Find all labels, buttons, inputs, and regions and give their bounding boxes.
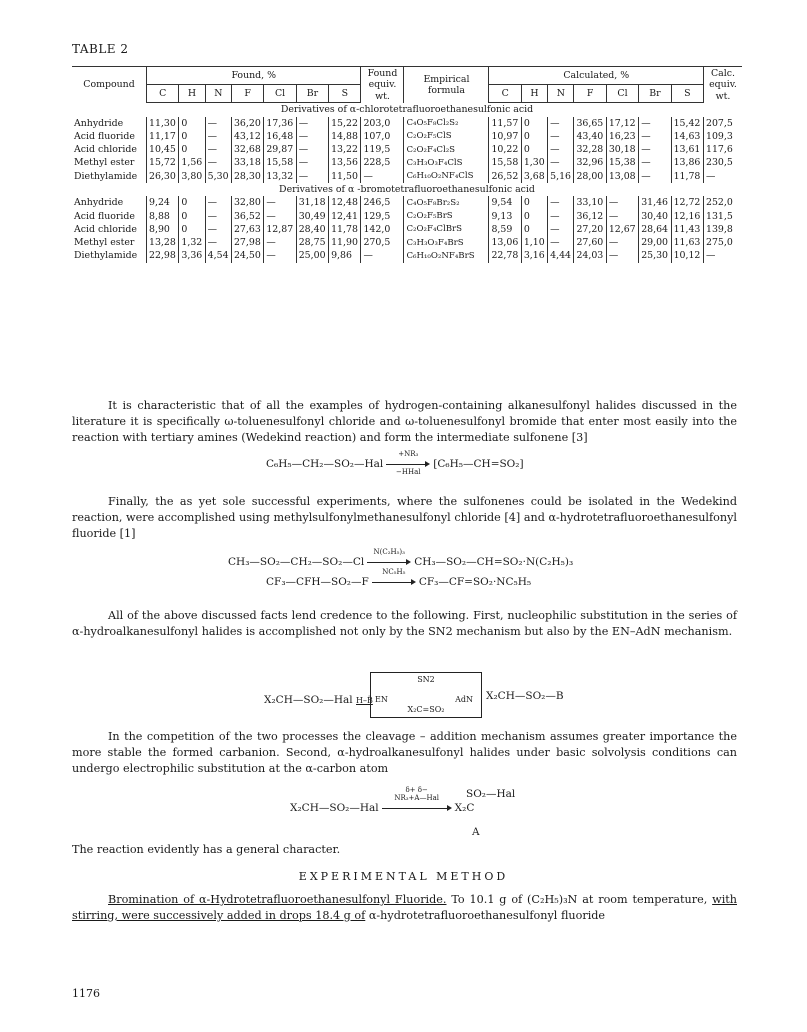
calc-value: — bbox=[606, 236, 638, 249]
found-value: 3,80 bbox=[179, 170, 205, 183]
calc-value: 8,59 bbox=[489, 223, 521, 236]
found-value: 15,72 bbox=[147, 156, 179, 169]
found-value: 32,80 bbox=[231, 196, 263, 209]
calc-value: 24,03 bbox=[574, 249, 606, 262]
col-compound: Compound bbox=[72, 67, 147, 103]
formula-value: C₂O₂F₅ClS bbox=[404, 130, 489, 143]
found-value: 27,98 bbox=[231, 236, 263, 249]
calc-value: 0 bbox=[521, 210, 547, 223]
calc-value: 32,96 bbox=[574, 156, 606, 169]
calc-value: 13,06 bbox=[489, 236, 521, 249]
table-row bbox=[72, 236, 742, 249]
calc-value: 11,63 bbox=[671, 236, 703, 249]
eq3-over: NC₅H₅ bbox=[382, 568, 406, 576]
found-value: 13,32 bbox=[264, 170, 296, 183]
found-value: — bbox=[205, 117, 231, 130]
found-header-cl: Cl bbox=[264, 85, 296, 103]
found-value: 0 bbox=[179, 117, 205, 130]
calc-value: 17,12 bbox=[606, 117, 638, 130]
calc-value: — bbox=[639, 143, 671, 156]
found-header-c: C bbox=[147, 85, 179, 103]
calc-value: 1,10 bbox=[521, 236, 547, 249]
calc-value: 9,13 bbox=[489, 210, 521, 223]
found-value: — bbox=[296, 143, 328, 156]
calc-value: 12,72 bbox=[671, 196, 703, 209]
scheme1-left-text: X₂CH—SO₂—Hal bbox=[264, 694, 353, 706]
table-title: TABLE 2 bbox=[72, 42, 129, 56]
table-row bbox=[72, 156, 742, 169]
found-value: 4,54 bbox=[205, 249, 231, 262]
found-equiv-value: — bbox=[361, 170, 404, 183]
paragraph-1-text: It is characteristic that of all the examples of hydrogen-containing alkanesulfonyl halides discussed in the literature it is specifically ω-toluenesulfonyl chloride and ω-toluenesulfonyl bromide that enter most easily into the reaction with tertiary amines (Wedekind reaction) and form the intermediate sulfonene [3] bbox=[72, 399, 737, 444]
found-value: 9,86 bbox=[329, 249, 361, 262]
formula-value: C₃H₃O₃F₄BrS bbox=[404, 236, 489, 249]
found-value: 0 bbox=[179, 210, 205, 223]
found-value: 24,50 bbox=[231, 249, 263, 262]
found-value: 11,17 bbox=[147, 130, 179, 143]
found-value: — bbox=[296, 130, 328, 143]
compound-name: Anhydride bbox=[72, 117, 147, 130]
calc-value: 33,10 bbox=[574, 196, 606, 209]
found-value: — bbox=[205, 156, 231, 169]
calc-equiv-value: — bbox=[706, 170, 716, 182]
found-value: 13,28 bbox=[147, 236, 179, 249]
found-value: 3,36 bbox=[179, 249, 205, 262]
found-value: 0 bbox=[179, 130, 205, 143]
compound-name: Diethylamide bbox=[72, 249, 147, 262]
calc-value: 11,43 bbox=[671, 223, 703, 236]
scheme2 bbox=[290, 786, 475, 814]
calc-header-cl: Cl bbox=[606, 85, 638, 103]
calc-value: 31,46 bbox=[639, 196, 671, 209]
calc-value: 25,30 bbox=[639, 249, 671, 262]
paragraph-1 bbox=[72, 398, 737, 446]
calc-value: — bbox=[548, 130, 574, 143]
found-value: 1,56 bbox=[179, 156, 205, 169]
found-equiv-value: 270,5 bbox=[361, 236, 404, 249]
calc-header-c: C bbox=[489, 85, 521, 103]
section-title: Derivatives of α -bromotetrafluoroethanesulfonic acid bbox=[279, 184, 535, 196]
found-value: 11,30 bbox=[147, 117, 179, 130]
calc-equiv-value: — bbox=[706, 250, 716, 262]
calc-value: 1,30 bbox=[521, 156, 547, 169]
compound-name: Methyl ester bbox=[72, 156, 147, 169]
paragraph-3-text: All of the above discussed facts lend credence to the following. First, nucleophilic substitution in the series of α-hydroalkanesulfonyl halides is accomplished not only by the SN2 mechanism but also by the EN–AdN mechanism. bbox=[72, 609, 737, 638]
found-value: 9,24 bbox=[147, 196, 179, 209]
calc-value: — bbox=[548, 223, 574, 236]
scheme2-top: SO₂—Hal bbox=[466, 788, 516, 800]
col-calc-equiv: Calc. equiv. wt. bbox=[704, 67, 743, 103]
calc-value: 15,42 bbox=[671, 117, 703, 130]
paragraph-2 bbox=[72, 494, 737, 542]
calc-value: 11,57 bbox=[489, 117, 521, 130]
calc-header-f: F bbox=[574, 85, 606, 103]
scheme2-arrow bbox=[382, 786, 452, 813]
found-equiv-value: 119,5 bbox=[361, 143, 404, 156]
calc-value: 43,40 bbox=[574, 130, 606, 143]
calc-header-h: H bbox=[521, 85, 547, 103]
paragraph-6-a: To 10.1 g of (C₂H₅)₃N at room temperature, bbox=[451, 893, 708, 906]
calc-value: — bbox=[639, 117, 671, 130]
formula-value: C₄O₅F₈Cl₂S₂ bbox=[404, 117, 489, 130]
table-row bbox=[72, 117, 742, 130]
calc-value: 0 bbox=[521, 143, 547, 156]
paragraph-2-text: Finally, the as yet sole successful experiments, where the sulfonenes could be isolated in the Wedekind reaction, were accomplished using methylsulfonylmethanesulfonyl chloride [4] and α-hydrotetrafluoroethanesulfonyl fluoride [1] bbox=[72, 495, 737, 540]
found-value: 28,40 bbox=[296, 223, 328, 236]
table-row bbox=[72, 223, 742, 236]
col-found: Found, % bbox=[147, 67, 361, 85]
calc-value: 29,00 bbox=[639, 236, 671, 249]
calc-value: 15,38 bbox=[606, 156, 638, 169]
scheme2-charges: δ+ δ− bbox=[405, 786, 428, 794]
found-value: 25,00 bbox=[296, 249, 328, 262]
calc-equiv-value: 109,3 bbox=[706, 130, 733, 142]
calc-header-br: Br bbox=[639, 85, 671, 103]
found-value: — bbox=[264, 196, 296, 209]
found-value: 33,18 bbox=[231, 156, 263, 169]
calc-value: 26,52 bbox=[489, 170, 521, 183]
calc-value: 36,12 bbox=[574, 210, 606, 223]
calc-value: 11,78 bbox=[671, 170, 703, 183]
found-equiv-value: 246,5 bbox=[361, 196, 404, 209]
found-value: 31,18 bbox=[296, 196, 328, 209]
formula-value: C₄O₅F₈Br₂S₂ bbox=[404, 196, 489, 209]
found-header-br: Br bbox=[296, 85, 328, 103]
scheme1-left bbox=[264, 694, 373, 706]
calc-equiv-value: 275,0 bbox=[706, 237, 733, 249]
found-value: 15,22 bbox=[329, 117, 361, 130]
compound-name: Methyl ester bbox=[72, 236, 147, 249]
compound-name: Acid fluoride bbox=[72, 210, 147, 223]
calc-equiv-value: 252,0 bbox=[706, 197, 733, 209]
table-row bbox=[72, 196, 742, 209]
col-formula: Empirical formula bbox=[404, 67, 489, 103]
found-value: 13,22 bbox=[329, 143, 361, 156]
page-number: 1176 bbox=[72, 987, 100, 1000]
found-value: 8,88 bbox=[147, 210, 179, 223]
data-table bbox=[72, 66, 742, 263]
eq1-arrow bbox=[386, 450, 430, 476]
found-value: 43,12 bbox=[231, 130, 263, 143]
eq2-arrow bbox=[367, 548, 411, 567]
calc-header-n: N bbox=[548, 85, 574, 103]
scheme2-left: X₂CH—SO₂—Hal bbox=[290, 802, 379, 814]
calc-value: 9,54 bbox=[489, 196, 521, 209]
found-value: 27,63 bbox=[231, 223, 263, 236]
calc-value: — bbox=[548, 156, 574, 169]
table-row bbox=[72, 249, 742, 262]
scheme1-right bbox=[486, 690, 564, 702]
compound-name: Acid chloride bbox=[72, 223, 147, 236]
compound-name: Diethylamide bbox=[72, 170, 147, 183]
scheme1-box bbox=[370, 672, 482, 718]
found-header-s: S bbox=[329, 85, 361, 103]
calc-header-s: S bbox=[671, 85, 703, 103]
found-value: — bbox=[264, 210, 296, 223]
calc-equiv-value: 117,6 bbox=[706, 144, 733, 156]
found-value: 10,45 bbox=[147, 143, 179, 156]
calc-value: 5,16 bbox=[548, 170, 574, 183]
calc-value: — bbox=[639, 156, 671, 169]
calc-value: — bbox=[639, 130, 671, 143]
col-calculated: Calculated, % bbox=[489, 67, 704, 85]
found-value: 11,78 bbox=[329, 223, 361, 236]
eq3-arrow bbox=[372, 568, 416, 587]
calc-value: — bbox=[548, 236, 574, 249]
calc-value: 28,00 bbox=[574, 170, 606, 183]
found-value: 15,58 bbox=[264, 156, 296, 169]
found-header-n: N bbox=[205, 85, 231, 103]
formula-value: C₂O₂F₅BrS bbox=[404, 210, 489, 223]
calc-value: 10,22 bbox=[489, 143, 521, 156]
found-value: — bbox=[296, 117, 328, 130]
found-value: 28,75 bbox=[296, 236, 328, 249]
calc-value: 14,63 bbox=[671, 130, 703, 143]
calc-value: 10,12 bbox=[671, 249, 703, 262]
found-value: 12,87 bbox=[264, 223, 296, 236]
scheme1-sn2: SN2 bbox=[417, 675, 435, 684]
eq2-over: N(C₂H₅)₃ bbox=[373, 548, 405, 556]
scheme2-over: NR₃+A—Hal bbox=[394, 794, 439, 802]
formula-value: C₂O₂F₄Cl₂S bbox=[404, 143, 489, 156]
calc-equiv-value: 207,5 bbox=[706, 117, 733, 129]
calc-value: 27,60 bbox=[574, 236, 606, 249]
found-value: 5,30 bbox=[205, 170, 231, 183]
scheme1-en: EN bbox=[375, 695, 388, 704]
table-row bbox=[72, 130, 742, 143]
paragraph-6-title: Bromination of α-Hydrotetrafluoroethanesulfonyl Fluoride. bbox=[108, 893, 447, 906]
eq1-over: +NR₃ bbox=[398, 450, 419, 458]
calc-value: 0 bbox=[521, 196, 547, 209]
calc-value: 28,64 bbox=[639, 223, 671, 236]
found-value: 29,87 bbox=[264, 143, 296, 156]
found-value: — bbox=[264, 236, 296, 249]
found-value: — bbox=[205, 210, 231, 223]
found-value: 0 bbox=[179, 196, 205, 209]
found-value: 22,98 bbox=[147, 249, 179, 262]
calc-equiv-value: 139,8 bbox=[706, 223, 733, 235]
found-value: — bbox=[296, 156, 328, 169]
section-title: Derivatives of α-chlorotetrafluoroethanesulfonic acid bbox=[280, 104, 534, 116]
formula-value: C₂O₂F₄ClBrS bbox=[404, 223, 489, 236]
compound-name: Acid fluoride bbox=[72, 130, 147, 143]
calc-value: 13,08 bbox=[606, 170, 638, 183]
scheme1-base: H–B̈ bbox=[356, 696, 373, 705]
table-row bbox=[72, 143, 742, 156]
equation-1 bbox=[266, 450, 524, 476]
calc-value: — bbox=[606, 210, 638, 223]
calc-value: 12,67 bbox=[606, 223, 638, 236]
calc-value: 15,58 bbox=[489, 156, 521, 169]
eq1-right: [C₆H₅—CH=SO₂] bbox=[433, 458, 524, 470]
found-equiv-value: 107,0 bbox=[361, 130, 404, 143]
paragraph-4 bbox=[72, 729, 737, 777]
scheme2-bottom: A bbox=[472, 826, 480, 838]
found-equiv-value: 142,0 bbox=[361, 223, 404, 236]
calc-equiv-value: 131,5 bbox=[706, 210, 733, 222]
table-row bbox=[72, 210, 742, 223]
found-value: — bbox=[264, 249, 296, 262]
found-value: 0 bbox=[179, 223, 205, 236]
formula-value: C₆H₁₀O₂NF₄BrS bbox=[404, 249, 489, 262]
compound-name: Acid chloride bbox=[72, 143, 147, 156]
calc-value: 27,20 bbox=[574, 223, 606, 236]
found-equiv-value: 129,5 bbox=[361, 210, 404, 223]
found-value: 36,52 bbox=[231, 210, 263, 223]
scheme1-mid: X₂C=SO₂ bbox=[407, 705, 445, 714]
equation-2 bbox=[228, 548, 574, 568]
found-equiv-value: 203,0 bbox=[361, 117, 404, 130]
found-equiv-value: — bbox=[361, 249, 404, 262]
paragraph-6-b: with stirring, were successively added in drops 18.4 g of bbox=[72, 893, 737, 922]
scheme1-right-text: X₂CH—SO₂—B bbox=[486, 690, 564, 702]
table-row bbox=[72, 170, 742, 183]
found-value: 28,30 bbox=[231, 170, 263, 183]
calc-value: — bbox=[639, 170, 671, 183]
found-header-f: F bbox=[231, 85, 263, 103]
formula-value: C₃H₃O₃F₄ClS bbox=[404, 156, 489, 169]
calc-value: 30,40 bbox=[639, 210, 671, 223]
found-value: 36,20 bbox=[231, 117, 263, 130]
found-value: 8,90 bbox=[147, 223, 179, 236]
paragraph-5-text: The reaction evidently has a general character. bbox=[72, 843, 341, 856]
found-value: 32,68 bbox=[231, 143, 263, 156]
calc-value: 0 bbox=[521, 117, 547, 130]
paragraph-3 bbox=[72, 608, 737, 640]
calc-value: 10,97 bbox=[489, 130, 521, 143]
found-value: 13,56 bbox=[329, 156, 361, 169]
calc-value: 4,44 bbox=[548, 249, 574, 262]
found-header-h: H bbox=[179, 85, 205, 103]
found-value: — bbox=[205, 196, 231, 209]
eq1-under: −HHal bbox=[396, 468, 421, 476]
calc-value: 12,16 bbox=[671, 210, 703, 223]
calc-value: 3,68 bbox=[521, 170, 547, 183]
calc-equiv-value: 230,5 bbox=[706, 157, 733, 169]
found-value: 12,41 bbox=[329, 210, 361, 223]
paragraph-6 bbox=[72, 892, 737, 924]
found-value: 26,30 bbox=[147, 170, 179, 183]
paragraph-5 bbox=[72, 842, 737, 858]
found-value: 14,88 bbox=[329, 130, 361, 143]
found-value: 11,50 bbox=[329, 170, 361, 183]
eq1-left: C₆H₅—CH₂—SO₂—Hal bbox=[266, 458, 384, 470]
formula-value: C₆H₁₀O₂NF₄ClS bbox=[404, 170, 489, 183]
calc-value: 3,16 bbox=[521, 249, 547, 262]
scheme2-center: X₂C bbox=[454, 802, 475, 814]
scheme1-adn: AdN bbox=[455, 695, 473, 704]
found-value: 1,32 bbox=[179, 236, 205, 249]
calc-value: — bbox=[606, 196, 638, 209]
found-equiv-value: 228,5 bbox=[361, 156, 404, 169]
calc-value: — bbox=[548, 196, 574, 209]
col-found-equiv: Found equiv. wt. bbox=[361, 67, 404, 103]
eq3-left: CF₃—CFH—SO₂—F bbox=[266, 576, 369, 588]
compound-name: Anhydride bbox=[72, 196, 147, 209]
calc-value: — bbox=[606, 249, 638, 262]
calc-value: 36,65 bbox=[574, 117, 606, 130]
eq2-right: CH₃—SO₂—CH=SO₂·N(C₂H₅)₃ bbox=[414, 556, 574, 568]
found-value: — bbox=[205, 143, 231, 156]
calc-value: 32,28 bbox=[574, 143, 606, 156]
calc-value: 16,23 bbox=[606, 130, 638, 143]
eq3-right: CF₃—CF=SO₂·NC₅H₅ bbox=[418, 576, 532, 588]
calc-value: — bbox=[548, 143, 574, 156]
found-value: 11,90 bbox=[329, 236, 361, 249]
found-value: — bbox=[205, 130, 231, 143]
calc-value: — bbox=[548, 117, 574, 130]
found-value: 12,48 bbox=[329, 196, 361, 209]
calc-value: 13,61 bbox=[671, 143, 703, 156]
calc-value: — bbox=[548, 210, 574, 223]
calc-value: 0 bbox=[521, 223, 547, 236]
found-value: 16,48 bbox=[264, 130, 296, 143]
calc-value: 30,18 bbox=[606, 143, 638, 156]
paragraph-6-c: α-hydrotetrafluoroethanesulfonyl fluoride bbox=[368, 909, 606, 922]
found-value: 0 bbox=[179, 143, 205, 156]
eq2-left: CH₃—SO₂—CH₂—SO₂—Cl bbox=[228, 556, 365, 568]
calc-value: 0 bbox=[521, 130, 547, 143]
equation-3 bbox=[266, 568, 532, 588]
found-value: 30,49 bbox=[296, 210, 328, 223]
found-value: 17,36 bbox=[264, 117, 296, 130]
calc-value: 22,78 bbox=[489, 249, 521, 262]
section-heading: EXPERIMENTAL METHOD bbox=[298, 870, 509, 883]
found-value: — bbox=[296, 170, 328, 183]
found-value: — bbox=[205, 236, 231, 249]
paragraph-4-text: In the competition of the two processes the cleavage – addition mechanism assumes greater importance the more stable the formed carbanion. Second, α-hydroalkanesulfonyl halides under basic solvolysis conditions can undergo electrophilic substitution at the α-carbon atom bbox=[72, 730, 737, 775]
calc-value: 13,86 bbox=[671, 156, 703, 169]
table-body bbox=[72, 103, 742, 263]
found-value: — bbox=[205, 223, 231, 236]
